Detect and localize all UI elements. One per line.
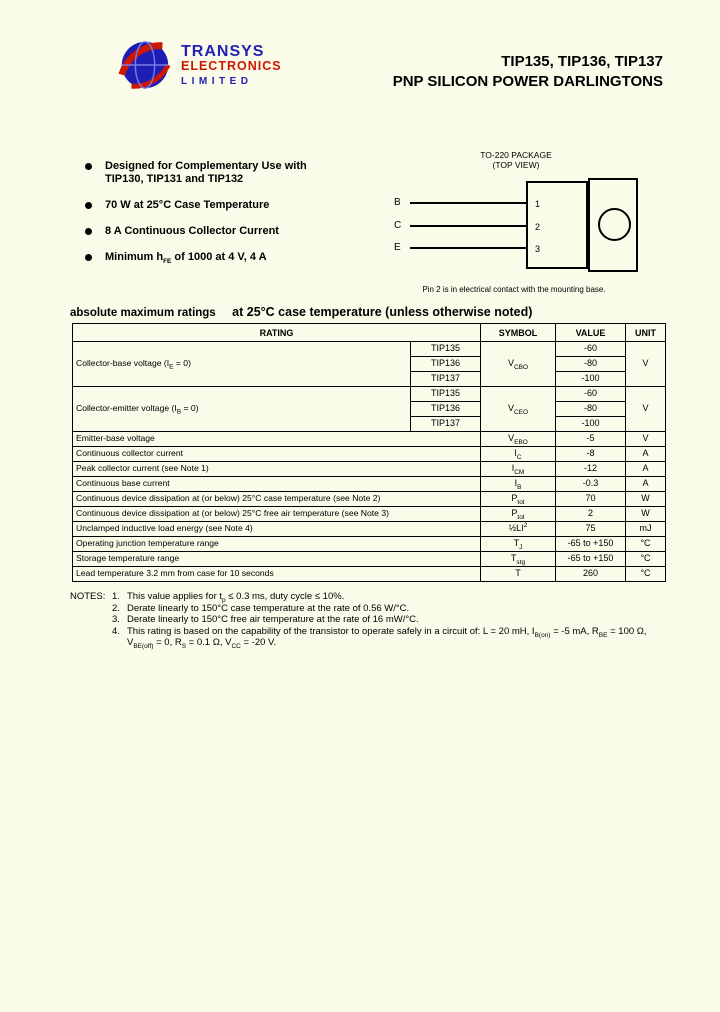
notes bbox=[70, 591, 667, 649]
logo-line-limited: LIMITED bbox=[181, 76, 253, 88]
unit-cell: °C bbox=[626, 552, 666, 567]
unit-cell: mJ bbox=[626, 522, 666, 537]
unit-cell: V bbox=[626, 432, 666, 447]
symbol-cell: $\frac{1}{2}LI^2$ bbox=[481, 522, 556, 537]
rating-cell: Storage temperature range bbox=[73, 552, 481, 567]
note-number: 1. bbox=[112, 591, 120, 602]
pin-label-c: C bbox=[394, 220, 402, 231]
logo-line-transys: TRANSYS bbox=[181, 42, 265, 60]
symbol-cell: $P_{tot}$ bbox=[481, 507, 556, 522]
logo-line-electronics: ELECTRONICS bbox=[181, 59, 282, 74]
note-item bbox=[70, 603, 667, 615]
lead-line bbox=[410, 202, 528, 204]
document-title bbox=[393, 52, 663, 92]
table-row bbox=[73, 492, 666, 507]
bullet-icon bbox=[85, 228, 92, 235]
unit-cell: W bbox=[626, 507, 666, 522]
col-header-symbol: SYMBOL bbox=[481, 324, 556, 342]
note-item bbox=[70, 591, 667, 603]
bullet-icon bbox=[85, 254, 92, 261]
rating-cell: Unclamped inductive load energy (see Note 4) bbox=[73, 522, 481, 537]
value-cell: -65 to +150 bbox=[556, 537, 626, 552]
feature-text: 8 A Continuous Collector Current bbox=[105, 225, 279, 237]
note-indent bbox=[70, 626, 112, 649]
mounting-hole-icon bbox=[598, 208, 631, 241]
note-text: This rating is based on the capability of the transistor to operate safely in a circuit of: L = 20 mH, $I_{B(on)} = -5$ mA, $R_{BE} = 100$ Ω, $V_{BE(off)} = 0$, $R_S = 0.1$ Ω, $V_{CC} = -20$ V. bbox=[127, 625, 647, 650]
table-row bbox=[73, 432, 666, 447]
section-title-lead: absolute maximum ratings bbox=[70, 307, 216, 319]
feature-item bbox=[85, 160, 345, 186]
package-subtitle: (TOP VIEW) bbox=[492, 160, 540, 170]
value-cell: -12 bbox=[556, 462, 626, 477]
table-row bbox=[73, 537, 666, 552]
unit-cell: °C bbox=[626, 567, 666, 582]
value-cell: -80 bbox=[556, 402, 626, 417]
lead-line bbox=[410, 225, 528, 227]
note-indent bbox=[70, 614, 112, 626]
package-body bbox=[526, 181, 588, 269]
unit-cell: V bbox=[626, 342, 666, 387]
table-row bbox=[73, 447, 666, 462]
symbol-cell: $I_B$ bbox=[481, 477, 556, 492]
features-list bbox=[85, 160, 345, 277]
note-text: This value applies for $t_p \le 0.3$ ms, duty cycle ≤ 10%. bbox=[127, 591, 345, 604]
globe-icon bbox=[116, 36, 174, 94]
note-number: 3. bbox=[112, 614, 120, 625]
value-cell: 260 bbox=[556, 567, 626, 582]
feature-item bbox=[85, 199, 345, 212]
value-cell: -100 bbox=[556, 417, 626, 432]
symbol-cell: $V_{CEO}$ bbox=[481, 387, 556, 432]
value-cell: -60 bbox=[556, 342, 626, 357]
value-cell: 70 bbox=[556, 492, 626, 507]
value-cell: 75 bbox=[556, 522, 626, 537]
unit-cell: A bbox=[626, 462, 666, 477]
rating-cell: Continuous device dissipation at (or below) 25°C free air temperature (see Note 3) bbox=[73, 507, 481, 522]
table-row bbox=[73, 507, 666, 522]
table-row bbox=[73, 552, 666, 567]
pin-label-e: E bbox=[394, 242, 401, 253]
note-number: 4. bbox=[112, 625, 120, 637]
device-cell: TIP137 bbox=[411, 417, 481, 432]
table-row bbox=[73, 522, 666, 537]
bullet-icon bbox=[85, 163, 92, 170]
feature-text: Designed for Complementary Use with TIP130, TIP131 and TIP132 bbox=[105, 160, 307, 185]
device-cell: TIP135 bbox=[411, 387, 481, 402]
rating-cell: Continuous collector current bbox=[73, 447, 481, 462]
notes-label: NOTES: bbox=[70, 591, 106, 602]
lead-line bbox=[410, 247, 528, 249]
logo-text bbox=[181, 43, 282, 87]
bullet-icon bbox=[85, 202, 92, 209]
value-cell: 2 bbox=[556, 507, 626, 522]
value-cell: -100 bbox=[556, 372, 626, 387]
symbol-cell: T bbox=[481, 567, 556, 582]
symbol-cell: $I_C$ bbox=[481, 447, 556, 462]
note-indent bbox=[70, 603, 112, 615]
symbol-cell: $V_{EBO}$ bbox=[481, 432, 556, 447]
feature-text: Minimum $h_{FE}$ of 1000 at 4 V, 4 A bbox=[105, 251, 267, 266]
table-row bbox=[73, 462, 666, 477]
value-cell: -65 to +150 bbox=[556, 552, 626, 567]
pin-number-3: 3 bbox=[535, 244, 541, 254]
table-row bbox=[73, 567, 666, 582]
value-cell: -80 bbox=[556, 357, 626, 372]
symbol-cell: $V_{CBO}$ bbox=[481, 342, 556, 387]
symbol-cell: $T_{stg}$ bbox=[481, 552, 556, 567]
symbol-cell: $I_{CM}$ bbox=[481, 462, 556, 477]
value-cell: -0.3 bbox=[556, 477, 626, 492]
note-item bbox=[70, 614, 667, 626]
col-header-unit: UNIT bbox=[626, 324, 666, 342]
company-logo bbox=[116, 36, 282, 94]
package-caption: Pin 2 is in electrical contact with the mounting base. bbox=[422, 285, 606, 294]
rating-cell: Continuous device dissipation at (or below) 25°C case temperature (see Note 2) bbox=[73, 492, 481, 507]
section-title-condition: at 25°C case temperature (unless otherwise noted) bbox=[232, 305, 533, 319]
table-row bbox=[73, 387, 666, 402]
device-cell: TIP137 bbox=[411, 372, 481, 387]
rating-cell: Continuous base current bbox=[73, 477, 481, 492]
value-cell: -5 bbox=[556, 432, 626, 447]
value-cell: -8 bbox=[556, 447, 626, 462]
note-text: Derate linearly to 150°C case temperature at the rate of 0.56 W/°C. bbox=[127, 602, 410, 614]
device-cell: TIP135 bbox=[411, 342, 481, 357]
note-item bbox=[70, 626, 667, 649]
mounting-tab bbox=[588, 178, 638, 272]
unit-cell: A bbox=[626, 447, 666, 462]
unit-cell: A bbox=[626, 477, 666, 492]
feature-item bbox=[85, 251, 345, 264]
pin-number-2: 2 bbox=[535, 222, 541, 232]
col-header-rating: RATING bbox=[73, 324, 481, 342]
rating-cell: Collector-emitter voltage $(I_B = 0)$ bbox=[73, 387, 411, 432]
pin-label-b: B bbox=[394, 197, 401, 208]
package-diagram bbox=[392, 150, 648, 294]
table-header-row bbox=[73, 324, 666, 342]
unit-cell: V bbox=[626, 387, 666, 432]
note-text: Derate linearly to 150°C free air temperature at the rate of 16 mW/°C. bbox=[127, 614, 419, 625]
unit-cell: W bbox=[626, 492, 666, 507]
rating-cell: Peak collector current (see Note 1) bbox=[73, 462, 481, 477]
feature-text: 70 W at 25°C Case Temperature bbox=[105, 199, 270, 211]
device-cell: TIP136 bbox=[411, 357, 481, 372]
absolute-maximum-ratings-table bbox=[72, 323, 666, 582]
col-header-value: VALUE bbox=[556, 324, 626, 342]
table-row bbox=[73, 342, 666, 357]
rating-cell: Emitter-base voltage bbox=[73, 432, 481, 447]
device-description: PNP SILICON POWER DARLINGTONS bbox=[392, 73, 663, 90]
to220-drawing bbox=[392, 178, 640, 274]
rating-cell: Operating junction temperature range bbox=[73, 537, 481, 552]
rating-cell: Collector-base voltage $(I_E = 0)$ bbox=[73, 342, 411, 387]
package-title: TO-220 PACKAGE bbox=[480, 150, 552, 160]
rating-cell: Lead temperature 3.2 mm from case for 10 seconds bbox=[73, 567, 481, 582]
table-row bbox=[73, 477, 666, 492]
pin-number-1: 1 bbox=[535, 199, 541, 209]
symbol-cell: $T_J$ bbox=[481, 537, 556, 552]
device-cell: TIP136 bbox=[411, 402, 481, 417]
section-title bbox=[70, 303, 532, 321]
feature-item bbox=[85, 225, 345, 238]
note-number: 2. bbox=[112, 602, 120, 614]
part-numbers: TIP135, TIP136, TIP137 bbox=[501, 53, 663, 70]
unit-cell: °C bbox=[626, 537, 666, 552]
symbol-cell: $P_{tot}$ bbox=[481, 492, 556, 507]
value-cell: -60 bbox=[556, 387, 626, 402]
